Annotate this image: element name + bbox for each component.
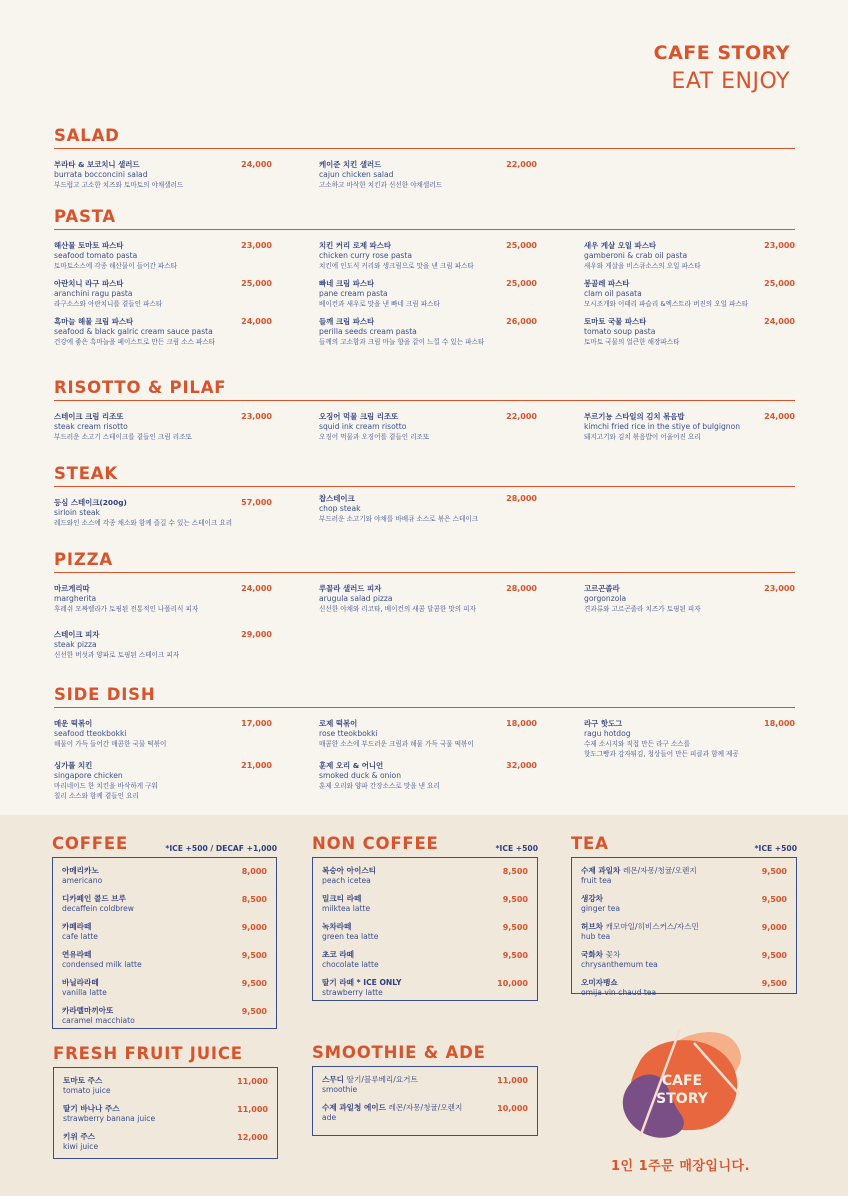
drink-item[interactable]: [62, 922, 267, 942]
tea-box: [571, 857, 797, 997]
item-desc: 매콤한 소스에 부드러운 크림과 해물 가득 국물 떡볶이: [319, 740, 474, 748]
drink-name-en: chocolate latte: [322, 960, 379, 969]
drink-item[interactable]: [322, 1075, 528, 1095]
item-name-ko: 매운 떡볶이: [54, 719, 93, 728]
drink-item[interactable]: [322, 922, 528, 942]
drink-name-ko: 디카페인 콜드 브루: [62, 894, 126, 903]
drink-options: 레몬/자몽/청귤/오렌지: [622, 866, 697, 875]
item-desc: 새우와 게살을 비스큐소스의 오일 파스타: [584, 262, 701, 270]
drink-name-en: hub tea: [581, 932, 611, 941]
item-name-en: gamberoni & crab oil pasta: [584, 251, 688, 260]
item-desc: 신선한 버섯과 양파로 토핑된 스테이크 피자: [54, 651, 180, 659]
item-name-en: seafood tomato pasta: [54, 251, 138, 260]
item-desc: 고소하고 바삭한 치킨과 신선한 야채샐러드: [319, 181, 443, 189]
drink-name-en: chrysanthemum tea: [581, 960, 658, 969]
menu-item[interactable]: [54, 412, 272, 442]
drink-name-en: kiwi juice: [63, 1142, 99, 1151]
drink-price: 9,500: [761, 867, 787, 876]
drink-name-ko: [581, 950, 787, 960]
drink-name-en: decaffein coldbrew: [62, 904, 134, 913]
menu-item[interactable]: [584, 584, 795, 614]
item-name-ko: 오징어 먹물 크림 리조또: [319, 412, 399, 421]
item-name-en: chop steak: [319, 504, 361, 513]
logo-text-line1: CAFE: [661, 1073, 703, 1089]
item-desc: 신선한 야채와 리코타, 베이컨의 새콤 달콤한 맛의 피자: [319, 605, 476, 613]
menu-item[interactable]: [584, 719, 795, 759]
drink-name-en: vanilla latte: [62, 988, 107, 997]
drink-name-ko: [581, 866, 787, 876]
drink-price: 9,500: [502, 923, 528, 932]
item-name-ko: 마르게리따: [54, 584, 90, 593]
drink-item[interactable]: [322, 866, 528, 886]
item-name-ko: 토마토 국물 파스타: [584, 317, 647, 326]
coffee-box: [52, 857, 277, 1029]
drink-item[interactable]: [62, 866, 267, 886]
drink-name-main: 허브차: [581, 922, 604, 931]
item-name-en: ragu hotdog: [584, 729, 631, 738]
drink-name-en: fruit tea: [581, 876, 612, 885]
drink-price: 9,500: [502, 951, 528, 960]
item-price: 17,000: [241, 719, 272, 728]
item-price: 23,000: [241, 412, 272, 421]
drink-name-en: strawberry latte: [322, 988, 383, 997]
drink-options: 캐모마일/히비스커스/자스민: [605, 922, 699, 931]
menu-item[interactable]: [54, 160, 272, 190]
drink-item[interactable]: [581, 894, 787, 914]
item-name-en: arugula salad pizza: [319, 594, 393, 603]
drink-name-ko: 카라멜마끼아또: [62, 1006, 114, 1015]
coffee-title: COFFEE: [52, 834, 129, 853]
menu-item[interactable]: [319, 160, 537, 190]
item-name-en: tomato soup pasta: [584, 327, 656, 336]
item-price: 18,000: [506, 719, 537, 728]
drink-name-ko: 밀크티 라떼: [322, 894, 362, 903]
item-name-ko: 스테이크 피자: [54, 630, 100, 639]
item-desc: 들깨의 고소함과 크림 마늘 향을 같이 느낄 수 있는 파스타: [319, 338, 485, 346]
drink-item[interactable]: [322, 950, 528, 970]
menu-item[interactable]: [319, 761, 537, 801]
item-name-ko: 새우 게살 오일 파스타: [584, 241, 656, 250]
drink-name-en: omija vin chaud tea: [581, 988, 657, 997]
item-name-ko: 고르곤졸라: [584, 584, 620, 593]
item-desc: 치킨에 인도식 커리와 생크림으로 맛을 낸 크림 파스타: [319, 262, 474, 270]
item-name-ko: 로제 떡볶이: [319, 719, 358, 728]
drink-name-ko: 복숭아 아이스티: [322, 866, 376, 875]
drink-name-ko: 녹차라떼: [322, 922, 352, 931]
menu-item[interactable]: [54, 584, 272, 614]
menu-item[interactable]: [54, 279, 272, 309]
item-name-ko: 흑마늘 해물 크림 파스타: [54, 317, 134, 326]
pizza-section: [54, 550, 795, 660]
drink-price: 11,000: [237, 1105, 268, 1114]
item-desc: 부드러운 소고기 스테이크를 곁들인 크림 리조또: [54, 433, 192, 441]
smoothie-section: [312, 1043, 538, 1136]
drink-name-ko: 오미자뱅쇼: [581, 978, 618, 987]
item-name-en: seafood & black galric cream sauce pasta: [54, 327, 213, 336]
menu-item[interactable]: [54, 317, 272, 347]
menu-item[interactable]: [319, 494, 537, 528]
item-name-en: gorgonzola: [584, 594, 627, 603]
cafe-story-logo: [610, 1025, 750, 1145]
item-name-ko: 들깨 크림 파스타: [319, 317, 375, 326]
drink-price: 10,000: [497, 1104, 528, 1113]
drink-price: 9,500: [761, 895, 787, 904]
side-section: [54, 685, 795, 801]
drink-price: 11,000: [497, 1076, 528, 1085]
salad-section: [54, 126, 795, 190]
brand-name: CAFE STORY: [653, 42, 790, 64]
drink-price: 8,000: [241, 867, 267, 876]
logo-text-line2: STORY: [656, 1091, 708, 1107]
item-price: 23,000: [764, 584, 795, 593]
item-name-en: rose tteokbokki: [319, 729, 378, 738]
steak-section: [54, 464, 795, 528]
juice-section: [53, 1044, 278, 1159]
risotto-title: RISOTTO & PILAF: [54, 378, 795, 401]
drink-item[interactable]: [322, 894, 528, 914]
item-desc: 부드러운 소고기와 야채를 바베큐 소스로 볶은 스테이크: [319, 515, 479, 523]
item-name-ko: 빠네 크림 파스타: [319, 279, 375, 288]
item-price: 24,000: [241, 317, 272, 326]
item-price: 21,000: [241, 761, 272, 770]
drink-item[interactable]: [62, 950, 267, 970]
item-name-ko: 부라타 & 보코치니 샐러드: [54, 160, 140, 169]
drink-price: 9,500: [761, 979, 787, 988]
item-desc: 모시조개와 이태리 파슬리 &엑스트라 버진의 오일 파스타: [584, 300, 749, 308]
drink-name-en: cafe latte: [62, 932, 98, 941]
drink-price: 9,000: [241, 923, 267, 932]
drink-name-ko: 카페라떼: [62, 922, 92, 931]
item-name-ko: 케이준 치킨 샐러드: [319, 160, 382, 169]
drink-name-ko: 연유라떼: [62, 950, 92, 959]
drink-price: 9,000: [761, 923, 787, 932]
drink-item[interactable]: [62, 978, 267, 998]
item-name-ko: 훈제 오리 & 어니언: [319, 761, 384, 770]
item-desc: 마리네이드 한 치킨을 바삭하게 구워: [54, 782, 158, 790]
item-desc: 건강에 좋은 흑마늘을 페이스트로 만든 크림 소스 파스타: [54, 338, 216, 346]
item-desc: 후레쉬 모짜렐라가 토핑된 전통적인 나폴리식 피자: [54, 605, 199, 613]
item-price: 25,000: [241, 279, 272, 288]
menu-item[interactable]: [54, 719, 272, 759]
item-name-ko: 싱가폴 치킨: [54, 761, 93, 770]
drink-item[interactable]: [581, 978, 787, 998]
drink-price: 9,500: [241, 979, 267, 988]
drink-name-main: 국화차: [581, 950, 604, 959]
item-name-en: smoked duck & onion: [319, 771, 402, 780]
drink-price: 9,500: [502, 895, 528, 904]
item-desc-2: 핫도그빵과 감자튀김, 청상들어 만든 피클과 함께 제공: [584, 750, 739, 758]
drink-item[interactable]: [581, 950, 787, 970]
drink-name-en: ginger tea: [581, 904, 621, 913]
item-desc: 견과류와 고르곤졸라 치즈가 토핑된 피자: [584, 605, 701, 613]
item-name-ko: 아란치니 라구 파스타: [54, 279, 124, 288]
noncoffee-section: [312, 834, 538, 1001]
drink-name-en: caramel macchiato: [62, 1016, 135, 1025]
item-name-en: cajun chicken salad: [319, 170, 394, 179]
item-name-ko: 루꼴라 샐러드 피자: [319, 584, 382, 593]
drink-price: 9,500: [241, 951, 267, 960]
menu-item[interactable]: [54, 630, 272, 660]
coffee-section: [52, 834, 277, 1029]
item-name-ko: 등심 스테이크(200g): [54, 498, 127, 507]
item-price: 23,000: [241, 241, 272, 250]
item-name-en: steak cream risotto: [54, 422, 128, 431]
menu-item[interactable]: [319, 279, 537, 309]
drink-price: 9,500: [761, 951, 787, 960]
item-name-en: burrata bocconcini salad: [54, 170, 148, 179]
item-desc: 토마토소스에 각종 해산물이 들어간 파스타: [54, 262, 178, 270]
drink-options: 딸기/블루베리/요거트: [346, 1075, 418, 1084]
menu-item[interactable]: [319, 719, 537, 759]
item-price: 29,000: [241, 630, 272, 639]
drink-name-ko: 초코 라떼: [322, 950, 354, 959]
item-desc: 돼지고기와 김치 볶음밥이 어울어진 요리: [584, 433, 701, 441]
smoothie-title: SMOOTHIE & ADE: [312, 1043, 486, 1062]
coffee-note: *ICE +500 / DECAF +1,000: [165, 844, 277, 853]
smoothie-box: [312, 1066, 538, 1136]
item-price: 26,000: [506, 317, 537, 326]
drink-price: 12,000: [237, 1133, 268, 1142]
drink-name-main: 스무디: [322, 1075, 345, 1084]
steak-title: STEAK: [54, 464, 795, 487]
drink-item[interactable]: [63, 1076, 268, 1096]
tea-note: *ICE +500: [754, 844, 797, 853]
item-price: 28,000: [506, 494, 537, 503]
drink-price: 8,500: [241, 895, 267, 904]
item-name-en: kimchi fried rice in the stiye of bulgignon: [584, 422, 741, 431]
menu-item[interactable]: [584, 412, 795, 442]
brand-tagline: EAT ENJOY: [671, 69, 790, 94]
drink-name-ko: 아메리카노: [62, 866, 99, 875]
item-name-en: sirloin steak: [54, 508, 100, 517]
drink-name-ko: 바닐라라떼: [62, 978, 99, 987]
item-price: 57,000: [241, 498, 272, 507]
item-name-en: seafood tteokbokki: [54, 729, 127, 738]
item-price: 18,000: [764, 719, 795, 728]
menu-item[interactable]: [584, 241, 795, 271]
salad-title: SALAD: [54, 126, 795, 149]
drink-options: 꽃차: [605, 950, 621, 959]
item-price: 23,000: [764, 241, 795, 250]
item-name-en: clam oil pasata: [584, 289, 642, 298]
noncoffee-box: [312, 857, 538, 1001]
item-name-en: perilla seeds cream pasta: [319, 327, 417, 336]
item-desc: 훈제 오리와 양파 간장소스로 맛을 낸 요리: [319, 782, 440, 790]
item-price: 32,000: [506, 761, 537, 770]
item-desc: 해물이 가득 들어간 매콤한 국물 떡볶이: [54, 740, 167, 748]
brand-header: [654, 42, 790, 94]
order-policy-note: 1인 1주문 매장입니다.: [611, 1159, 751, 1174]
item-desc: 오징어 먹물과 오징어를 곁들인 리조또: [319, 433, 430, 441]
item-desc: 토마토 국물의 얼큰한 해장파스타: [584, 338, 680, 346]
tea-section: [571, 834, 797, 997]
drink-name-en: green tea latte: [322, 932, 379, 941]
drink-name-ko: 토마토 주스: [63, 1076, 103, 1085]
item-name-en: aranchini ragu pasta: [54, 289, 133, 298]
drink-name-main: 수제 과일차: [581, 866, 621, 875]
tea-title: TEA: [571, 834, 609, 853]
item-name-ko: 봉골레 파스타: [584, 279, 630, 288]
noncoffee-title: NON COFFEE: [312, 834, 439, 853]
drink-item[interactable]: [63, 1132, 268, 1152]
drink-name-ko: 딸기 바나나 주스: [63, 1104, 120, 1113]
risotto-section: [54, 378, 795, 442]
menu-item[interactable]: [319, 412, 537, 442]
drink-name-en: peach icetea: [322, 876, 371, 885]
item-name-en: squid ink cream risotto: [319, 422, 407, 431]
menu-item[interactable]: [54, 498, 272, 528]
drink-price: 8,500: [502, 867, 528, 876]
drink-options: 레몬/자몽/청귤/오렌지: [388, 1103, 463, 1112]
menu-item[interactable]: [54, 761, 272, 801]
menu-item[interactable]: [319, 317, 537, 347]
item-price: 22,000: [506, 412, 537, 421]
drink-item[interactable]: [62, 894, 267, 914]
item-name-ko: 스테이크 크림 리조또: [54, 412, 124, 421]
drink-name-en: condensed milk latte: [62, 960, 142, 969]
drink-price: 11,000: [237, 1077, 268, 1086]
drink-price: 9,500: [241, 1007, 267, 1016]
item-price: 25,000: [506, 279, 537, 288]
item-price: 24,000: [764, 317, 795, 326]
menu-item[interactable]: [54, 241, 272, 271]
drink-name-en: tomato juice: [63, 1086, 111, 1095]
item-name-ko: 찹스테이크: [319, 494, 355, 503]
drink-name-en: strawberry banana juice: [63, 1114, 156, 1123]
item-desc: 레드와인 소스에 각종 채소와 함께 즐길 수 있는 스테이크 요리: [54, 519, 233, 527]
drink-item[interactable]: [322, 978, 528, 998]
drink-name-en: americano: [62, 876, 103, 885]
item-name-en: margherita: [54, 594, 97, 603]
item-name-ko: 부르기뇽 스타일의 김치 볶음밥: [584, 412, 685, 421]
item-name-ko: 라구 핫도그: [584, 719, 623, 728]
pasta-title: PASTA: [54, 207, 795, 230]
item-price: 28,000: [506, 584, 537, 593]
pasta-section: [54, 207, 795, 347]
drink-item[interactable]: [63, 1104, 268, 1124]
drink-name-en: ade: [322, 1113, 337, 1122]
drink-item[interactable]: [62, 1006, 267, 1026]
menu-item[interactable]: [319, 241, 537, 271]
drink-price: 10,000: [497, 979, 528, 988]
item-name-en: steak pizza: [54, 640, 97, 649]
pizza-title: PIZZA: [54, 550, 795, 573]
drink-name-ko: [581, 922, 787, 932]
drink-name-main: 수제 과일청 에이드: [322, 1103, 386, 1112]
drink-name-ko: 딸기 라떼 * ICE ONLY: [322, 978, 402, 987]
item-name-ko: 치킨 커리 로제 파스타: [319, 241, 391, 250]
item-name-en: chicken curry rose pasta: [319, 251, 413, 260]
item-desc: 베이컨과 새우로 맛을 낸 빠네 크림 파스타: [319, 300, 440, 308]
item-name-en: singapore chicken: [54, 771, 123, 780]
menu-item[interactable]: [319, 584, 537, 614]
menu-item[interactable]: [584, 317, 795, 347]
noncoffee-note: *ICE +500: [495, 844, 538, 853]
drink-item[interactable]: [581, 922, 787, 942]
item-price: 24,000: [241, 160, 272, 169]
item-desc: 라구소스와 아란치니를 곁들인 파스타: [54, 300, 163, 308]
juice-box: [53, 1067, 278, 1159]
item-name-en: pane cream pasta: [319, 289, 388, 298]
item-desc-2: 칠리 소스와 함께 곁들인 요리: [54, 792, 139, 800]
item-price: 24,000: [241, 584, 272, 593]
item-price: 25,000: [764, 279, 795, 288]
drink-item[interactable]: [581, 866, 787, 886]
menu-item[interactable]: [584, 279, 795, 309]
item-desc: 수제 소시지와 직접 만든 라구 소스를: [584, 740, 691, 748]
item-price: 22,000: [506, 160, 537, 169]
juice-title: FRESH FRUIT JUICE: [53, 1044, 243, 1063]
drink-item[interactable]: [322, 1103, 528, 1123]
drink-name-ko: 키위 주스: [63, 1132, 95, 1141]
item-name-ko: 해산물 토마토 파스타: [54, 241, 124, 250]
item-desc: 부드럽고 고소한 치즈와 토마토의 야채샐러드: [54, 181, 184, 189]
item-price: 25,000: [506, 241, 537, 250]
drink-name-en: smoothie: [322, 1085, 358, 1094]
item-price: 24,000: [764, 412, 795, 421]
drink-name-ko: 생강차: [581, 894, 604, 903]
side-title: SIDE DISH: [54, 685, 795, 708]
drink-name-en: milktea latte: [322, 904, 371, 913]
